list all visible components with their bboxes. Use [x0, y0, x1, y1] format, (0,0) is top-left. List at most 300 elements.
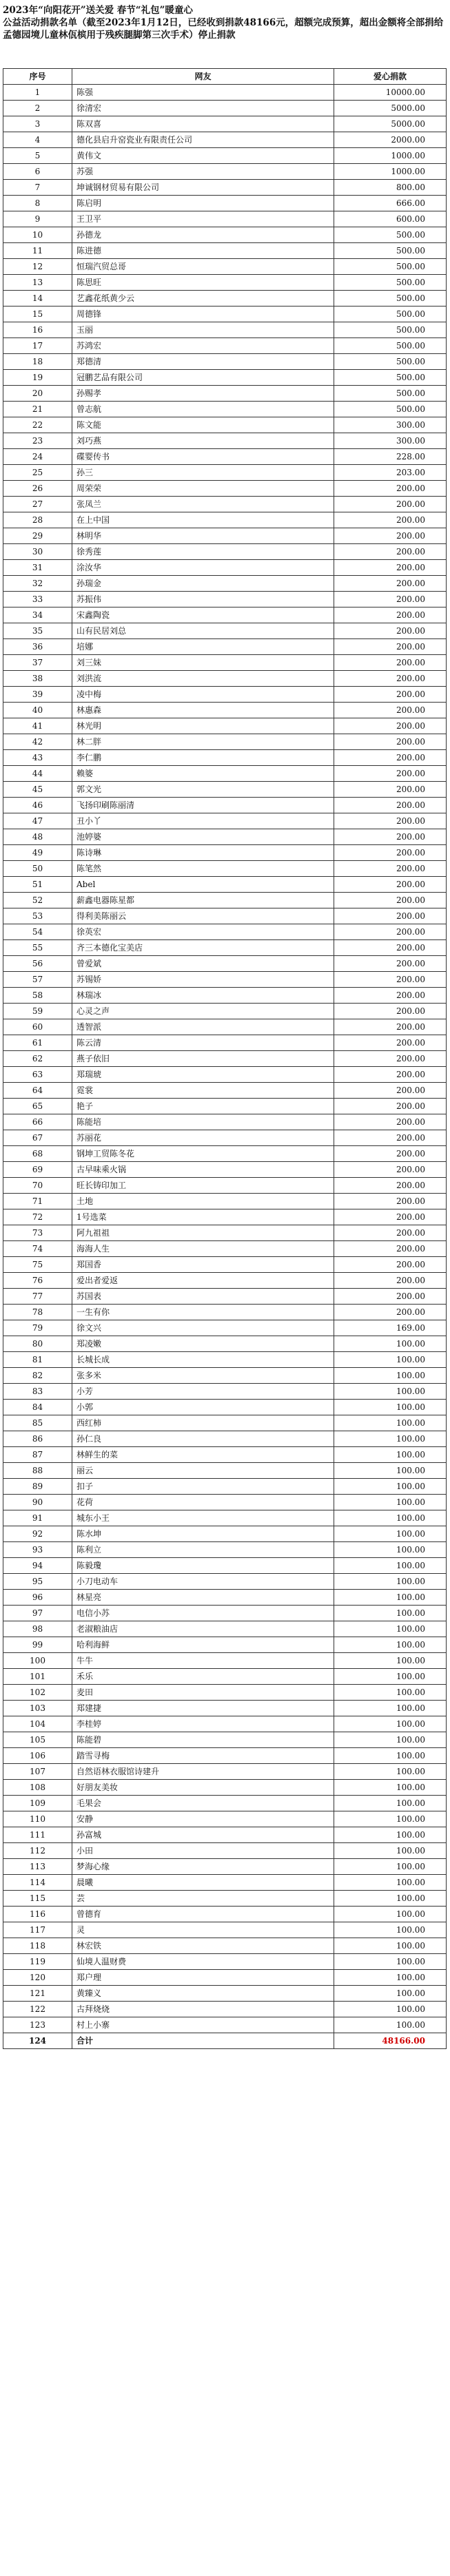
- row-index: 108: [3, 1780, 72, 1796]
- table-row: [3, 1891, 447, 1907]
- row-amount: 100.00: [334, 1590, 447, 1606]
- row-name: 爱出者爱返: [72, 1273, 334, 1289]
- row-name: 林瑞冰: [72, 988, 334, 1004]
- row-name: 晨曦: [72, 1875, 334, 1891]
- row-index: 48: [3, 829, 72, 845]
- table-row: [3, 101, 447, 116]
- row-amount: 500.00: [334, 386, 447, 402]
- row-index: 11: [3, 243, 72, 259]
- table-row: [3, 1051, 447, 1067]
- row-amount: 500.00: [334, 275, 447, 291]
- row-index: 44: [3, 766, 72, 782]
- row-index: 52: [3, 893, 72, 908]
- row-amount: 500.00: [334, 243, 447, 259]
- row-name: 池婷婆: [72, 829, 334, 845]
- table-row: [3, 1621, 447, 1637]
- row-amount: 200.00: [334, 845, 447, 861]
- row-name: 艳子: [72, 1099, 334, 1114]
- table-row: [3, 560, 447, 576]
- table-row: [3, 576, 447, 592]
- row-amount: 200.00: [334, 528, 447, 544]
- row-index: 110: [3, 1811, 72, 1827]
- table-row: [3, 988, 447, 1004]
- row-amount: 200.00: [334, 1178, 447, 1194]
- table-row: [3, 1764, 447, 1780]
- row-name: 自然语林衣服馆诗建升: [72, 1764, 334, 1780]
- row-amount: 200.00: [334, 813, 447, 829]
- row-amount: 100.00: [334, 1431, 447, 1447]
- row-name: 徐文兴: [72, 1320, 334, 1336]
- row-name: 飞扬印刷陈丽清: [72, 798, 334, 813]
- table-row: [3, 750, 447, 766]
- table-row: [3, 924, 447, 940]
- row-index: 99: [3, 1637, 72, 1653]
- row-name: 电信小苏: [72, 1606, 334, 1621]
- row-amount: 200.00: [334, 924, 447, 940]
- table-row: [3, 1875, 447, 1891]
- row-name: 村上小寨: [72, 2017, 334, 2033]
- table-row: [3, 1209, 447, 1225]
- row-name: 徐英宏: [72, 924, 334, 940]
- row-name: 艺鑫花纸黄少云: [72, 291, 334, 307]
- row-name: 刘巧燕: [72, 433, 334, 449]
- row-index: 116: [3, 1907, 72, 1922]
- table-row: [3, 1146, 447, 1162]
- table-total-row: [3, 2033, 447, 2049]
- row-name: 哈利海鲜: [72, 1637, 334, 1653]
- row-index: 63: [3, 1067, 72, 1083]
- row-name: 陈水坤: [72, 1526, 334, 1542]
- table-row: [3, 180, 447, 196]
- row-name: 齐三本德化宝美店: [72, 940, 334, 956]
- row-name: 海海人生: [72, 1241, 334, 1257]
- row-index: 91: [3, 1510, 72, 1526]
- row-name: 苏丽花: [72, 1130, 334, 1146]
- row-name: 小芳: [72, 1384, 334, 1400]
- row-name: 陈强: [72, 85, 334, 101]
- row-amount: 200.00: [334, 497, 447, 512]
- table-row: [3, 1558, 447, 1574]
- row-amount: 200.00: [334, 782, 447, 798]
- row-index: 121: [3, 1986, 72, 2002]
- table-row: [3, 623, 447, 639]
- row-index: 5: [3, 148, 72, 164]
- row-name: 老淑粮油店: [72, 1621, 334, 1637]
- row-index: 40: [3, 703, 72, 718]
- row-index: 86: [3, 1431, 72, 1447]
- row-amount: 5000.00: [334, 116, 447, 132]
- row-name: 玉丽: [72, 322, 334, 338]
- table-row: [3, 718, 447, 734]
- row-amount: 100.00: [334, 1352, 447, 1368]
- row-name: 凌中梅: [72, 687, 334, 703]
- header-index: 序号: [3, 69, 72, 85]
- table-row: [3, 1067, 447, 1083]
- table-row: [3, 2002, 447, 2017]
- row-amount: 100.00: [334, 1701, 447, 1716]
- row-index: 3: [3, 116, 72, 132]
- row-amount: 100.00: [334, 1764, 447, 1780]
- table-row: [3, 1780, 447, 1796]
- row-amount: 169.00: [334, 1320, 447, 1336]
- row-amount: 100.00: [334, 1938, 447, 1954]
- row-name: 张多米: [72, 1368, 334, 1384]
- table-row: [3, 449, 447, 465]
- table-row: [3, 1241, 447, 1257]
- table-row: [3, 1320, 447, 1336]
- row-name: 在上中国: [72, 512, 334, 528]
- row-name: 李仁鹏: [72, 750, 334, 766]
- table-row: [3, 1938, 447, 1954]
- table-row: [3, 861, 447, 877]
- row-index: 87: [3, 1447, 72, 1463]
- row-name: 陈进德: [72, 243, 334, 259]
- row-amount: 500.00: [334, 227, 447, 243]
- row-index: 82: [3, 1368, 72, 1384]
- row-name: 孙富城: [72, 1827, 334, 1843]
- row-name: 1号选菜: [72, 1209, 334, 1225]
- row-name: 土地: [72, 1194, 334, 1209]
- row-index: 55: [3, 940, 72, 956]
- table-row: [3, 85, 447, 101]
- row-index: 114: [3, 1875, 72, 1891]
- row-name: 徐秀莲: [72, 544, 334, 560]
- row-name: 林明华: [72, 528, 334, 544]
- row-index: 94: [3, 1558, 72, 1574]
- row-name: 陈双喜: [72, 116, 334, 132]
- row-amount: 100.00: [334, 1843, 447, 1859]
- row-name: 陈利立: [72, 1542, 334, 1558]
- row-name: 曾志航: [72, 402, 334, 417]
- table-row: [3, 671, 447, 687]
- row-name: 陈启明: [72, 196, 334, 211]
- table-row: [3, 734, 447, 750]
- row-name: 城东小王: [72, 1510, 334, 1526]
- table-row: [3, 877, 447, 893]
- row-name: 小田: [72, 1843, 334, 1859]
- row-amount: 500.00: [334, 322, 447, 338]
- row-name: 心灵之声: [72, 1004, 334, 1019]
- row-index: 22: [3, 417, 72, 433]
- row-amount: 200.00: [334, 956, 447, 972]
- row-amount: 200.00: [334, 544, 447, 560]
- row-amount: 200.00: [334, 734, 447, 750]
- row-index: 16: [3, 322, 72, 338]
- row-index: 12: [3, 259, 72, 275]
- table-row: [3, 1986, 447, 2002]
- row-name: 孙赐孝: [72, 386, 334, 402]
- table-row: [3, 1257, 447, 1273]
- page-subtitle: 公益活动捐款名单（截至2023年1月12日，已经收到捐款48166元，超额完成预算，超出金额将全部捐给孟德园境儿童林佤槟用于残疾腿脚第三次手术）停止捐款: [3, 17, 444, 41]
- row-index: 122: [3, 2002, 72, 2017]
- row-index: 2: [3, 101, 72, 116]
- table-row: [3, 1273, 447, 1289]
- row-amount: 200.00: [334, 940, 447, 956]
- row-amount: 200.00: [334, 1099, 447, 1114]
- row-amount: 200.00: [334, 1146, 447, 1162]
- table-row: [3, 1431, 447, 1447]
- table-row: [3, 338, 447, 354]
- row-amount: 800.00: [334, 180, 447, 196]
- row-index: 119: [3, 1954, 72, 1970]
- row-name: 陈能碧: [72, 1732, 334, 1748]
- row-index: 47: [3, 813, 72, 829]
- table-row: [3, 1859, 447, 1875]
- row-amount: 500.00: [334, 259, 447, 275]
- row-amount: 200.00: [334, 1257, 447, 1273]
- row-amount: 100.00: [334, 1796, 447, 1811]
- table-row: [3, 433, 447, 449]
- table-row: [3, 1954, 447, 1970]
- row-amount: 100.00: [334, 1574, 447, 1590]
- row-index: 118: [3, 1938, 72, 1954]
- row-index: 80: [3, 1336, 72, 1352]
- table-row: [3, 544, 447, 560]
- row-name: 周德锋: [72, 307, 334, 322]
- row-name: 曾爱斌: [72, 956, 334, 972]
- row-name: 好朋友美妆: [72, 1780, 334, 1796]
- row-name: 宋鑫陶瓷: [72, 607, 334, 623]
- row-amount: 100.00: [334, 1653, 447, 1669]
- row-index: 7: [3, 180, 72, 196]
- row-index: 54: [3, 924, 72, 940]
- row-index: 61: [3, 1035, 72, 1051]
- row-name: 冠鹏艺品有限公司: [72, 370, 334, 386]
- table-row: [3, 687, 447, 703]
- row-name: 林光明: [72, 718, 334, 734]
- row-name: 古拜烧烧: [72, 2002, 334, 2017]
- row-index: 98: [3, 1621, 72, 1637]
- row-index: 59: [3, 1004, 72, 1019]
- row-index: 117: [3, 1922, 72, 1938]
- row-index: 9: [3, 211, 72, 227]
- row-amount: 200.00: [334, 1305, 447, 1320]
- row-amount: 100.00: [334, 1463, 447, 1479]
- row-index: 36: [3, 639, 72, 655]
- row-name: 透智派: [72, 1019, 334, 1035]
- row-index: 123: [3, 2017, 72, 2033]
- row-index: 23: [3, 433, 72, 449]
- row-amount: 200.00: [334, 766, 447, 782]
- table-row: [3, 291, 447, 307]
- row-amount: 200.00: [334, 703, 447, 718]
- row-name: 霓裳: [72, 1083, 334, 1099]
- row-amount: 100.00: [334, 1510, 447, 1526]
- row-amount: 100.00: [334, 1970, 447, 1986]
- table-row: [3, 592, 447, 607]
- row-amount: 200.00: [334, 861, 447, 877]
- row-amount: 500.00: [334, 338, 447, 354]
- table-row: [3, 1130, 447, 1146]
- table-row: [3, 211, 447, 227]
- row-index: 95: [3, 1574, 72, 1590]
- row-amount: 200.00: [334, 671, 447, 687]
- table-row: [3, 829, 447, 845]
- row-index: 115: [3, 1891, 72, 1907]
- table-row: [3, 116, 447, 132]
- row-amount: 10000.00: [334, 85, 447, 101]
- table-row: [3, 893, 447, 908]
- row-amount: 100.00: [334, 1400, 447, 1415]
- row-name: 芸: [72, 1891, 334, 1907]
- row-name: 苏鸿宏: [72, 338, 334, 354]
- row-index: 67: [3, 1130, 72, 1146]
- row-amount: 200.00: [334, 1067, 447, 1083]
- row-name: 禾乐: [72, 1669, 334, 1685]
- table-row: [3, 1019, 447, 1035]
- row-amount: 100.00: [334, 1891, 447, 1907]
- row-amount: 500.00: [334, 291, 447, 307]
- row-amount: 100.00: [334, 1415, 447, 1431]
- row-name: 孙三: [72, 465, 334, 481]
- table-row: [3, 1811, 447, 1827]
- row-amount: 200.00: [334, 1225, 447, 1241]
- row-amount: 100.00: [334, 1621, 447, 1637]
- table-row: [3, 908, 447, 924]
- row-name: 陈诗琳: [72, 845, 334, 861]
- row-name: 薪鑫电器陈星都: [72, 893, 334, 908]
- row-name: 涂汝华: [72, 560, 334, 576]
- row-index: 20: [3, 386, 72, 402]
- row-index: 1: [3, 85, 72, 101]
- row-amount: 200.00: [334, 1035, 447, 1051]
- row-name: 丑小丫: [72, 813, 334, 829]
- row-amount: 100.00: [334, 1526, 447, 1542]
- row-amount: 100.00: [334, 1922, 447, 1938]
- table-row: [3, 481, 447, 497]
- row-amount: 200.00: [334, 560, 447, 576]
- row-index: 35: [3, 623, 72, 639]
- table-row: [3, 607, 447, 623]
- row-amount: 100.00: [334, 1827, 447, 1843]
- row-amount: 100.00: [334, 1495, 447, 1510]
- row-index: 17: [3, 338, 72, 354]
- row-index: 42: [3, 734, 72, 750]
- table-header-row: [3, 69, 447, 85]
- row-amount: 2000.00: [334, 132, 447, 148]
- row-amount: 200.00: [334, 829, 447, 845]
- table-row: [3, 1368, 447, 1384]
- row-index: 72: [3, 1209, 72, 1225]
- row-index: 79: [3, 1320, 72, 1336]
- row-amount: 200.00: [334, 481, 447, 497]
- row-name: 陈思旺: [72, 275, 334, 291]
- row-name: 林鲜生的菜: [72, 1447, 334, 1463]
- table-row: [3, 465, 447, 481]
- row-amount: 100.00: [334, 1732, 447, 1748]
- table-row: [3, 322, 447, 338]
- header-name: 网友: [72, 69, 334, 85]
- row-amount: 100.00: [334, 1986, 447, 2002]
- table-row: [3, 1479, 447, 1495]
- donation-table: [3, 68, 447, 2049]
- row-amount: 100.00: [334, 1558, 447, 1574]
- row-amount: 100.00: [334, 1637, 447, 1653]
- row-index: 102: [3, 1685, 72, 1701]
- row-name: 毛果会: [72, 1796, 334, 1811]
- row-index: 71: [3, 1194, 72, 1209]
- row-index: 43: [3, 750, 72, 766]
- table-row: [3, 1669, 447, 1685]
- row-name: 安静: [72, 1811, 334, 1827]
- row-amount: 100.00: [334, 1368, 447, 1384]
- row-amount: 200.00: [334, 893, 447, 908]
- row-amount: 200.00: [334, 1130, 447, 1146]
- row-name: 陈能培: [72, 1114, 334, 1130]
- row-amount: 200.00: [334, 1241, 447, 1257]
- row-index: 103: [3, 1701, 72, 1716]
- row-index: 62: [3, 1051, 72, 1067]
- table-row: [3, 655, 447, 671]
- total-index: 124: [3, 2033, 72, 2049]
- row-name: 钢坤工贸陈冬花: [72, 1146, 334, 1162]
- row-index: 53: [3, 908, 72, 924]
- row-name: 王卫平: [72, 211, 334, 227]
- table-row: [3, 1653, 447, 1669]
- table-row: [3, 1590, 447, 1606]
- row-index: 60: [3, 1019, 72, 1035]
- row-index: 26: [3, 481, 72, 497]
- row-amount: 200.00: [334, 1162, 447, 1178]
- row-name: 扣子: [72, 1479, 334, 1495]
- row-index: 14: [3, 291, 72, 307]
- row-amount: 200.00: [334, 1289, 447, 1305]
- row-amount: 300.00: [334, 417, 447, 433]
- table-row: [3, 1732, 447, 1748]
- row-index: 96: [3, 1590, 72, 1606]
- row-index: 21: [3, 402, 72, 417]
- row-name: 郑户理: [72, 1970, 334, 1986]
- header-amount: 爱心捐款: [334, 69, 447, 85]
- row-amount: 200.00: [334, 623, 447, 639]
- row-index: 81: [3, 1352, 72, 1368]
- table-row: [3, 1194, 447, 1209]
- table-row: [3, 259, 447, 275]
- row-amount: 100.00: [334, 1780, 447, 1796]
- row-amount: 200.00: [334, 687, 447, 703]
- total-amount: 48166.00: [334, 2033, 447, 2049]
- row-amount: 300.00: [334, 433, 447, 449]
- table-row: [3, 1225, 447, 1241]
- row-amount: 200.00: [334, 798, 447, 813]
- row-name: 古早味乘火锅: [72, 1162, 334, 1178]
- row-index: 41: [3, 718, 72, 734]
- table-row: [3, 1574, 447, 1590]
- row-name: 丽云: [72, 1463, 334, 1479]
- row-name: 一生有你: [72, 1305, 334, 1320]
- row-amount: 200.00: [334, 1273, 447, 1289]
- row-amount: 100.00: [334, 1479, 447, 1495]
- row-index: 10: [3, 227, 72, 243]
- row-amount: 500.00: [334, 370, 447, 386]
- row-index: 58: [3, 988, 72, 1004]
- table-row: [3, 1289, 447, 1305]
- row-index: 46: [3, 798, 72, 813]
- row-index: 49: [3, 845, 72, 861]
- table-row: [3, 1716, 447, 1732]
- row-name: 小刀电动车: [72, 1574, 334, 1590]
- row-name: 恒瑞汽贸总哥: [72, 259, 334, 275]
- row-name: 燕子依旧: [72, 1051, 334, 1067]
- table-row: [3, 1114, 447, 1130]
- table-row: [3, 2017, 447, 2033]
- row-name: 陈云清: [72, 1035, 334, 1051]
- row-name: 碟婴传书: [72, 449, 334, 465]
- table-row: [3, 956, 447, 972]
- row-amount: 228.00: [334, 449, 447, 465]
- row-name: 郑国香: [72, 1257, 334, 1273]
- row-index: 106: [3, 1748, 72, 1764]
